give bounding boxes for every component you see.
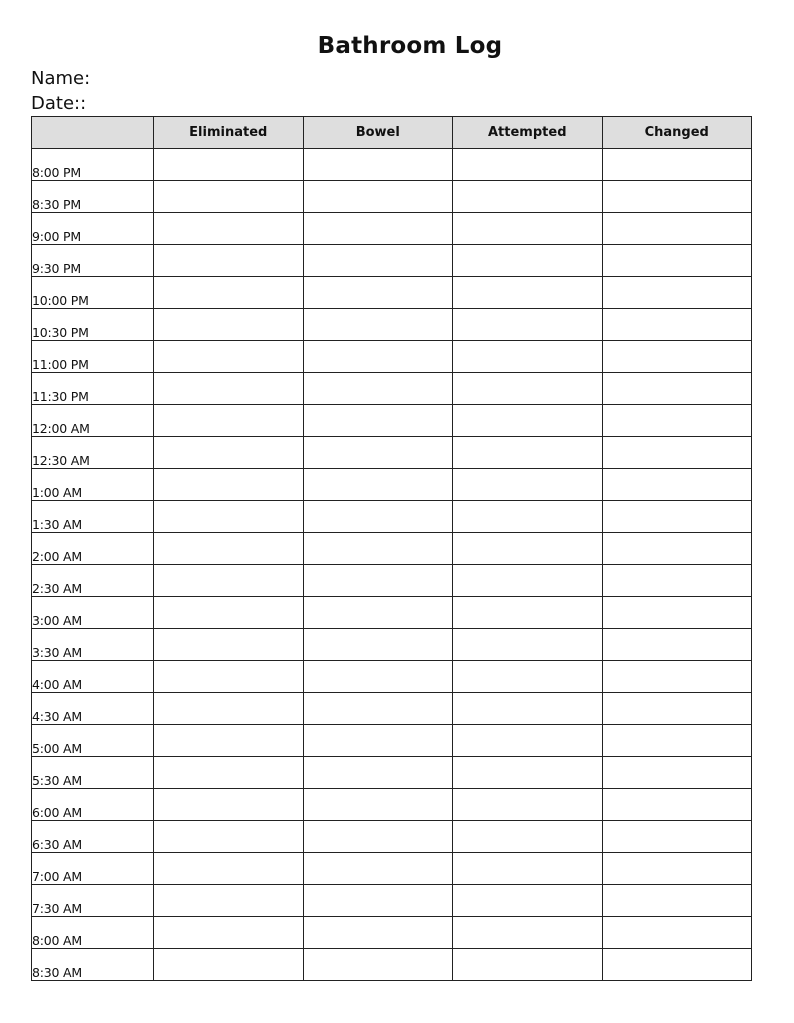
bowel-entry-cell[interactable]	[303, 661, 453, 693]
changed-entry-cell[interactable]	[602, 277, 752, 309]
bowel-entry-cell[interactable]	[303, 373, 453, 405]
bowel-entry-cell[interactable]	[303, 597, 453, 629]
bowel-entry-cell[interactable]	[303, 725, 453, 757]
changed-entry-cell[interactable]	[602, 213, 752, 245]
attempted-entry-cell[interactable]	[453, 213, 603, 245]
eliminated-entry-cell[interactable]	[154, 469, 304, 501]
table-row	[32, 405, 752, 437]
attempted-entry-cell[interactable]	[453, 533, 603, 565]
attempted-entry-cell[interactable]	[453, 597, 603, 629]
eliminated-entry-cell[interactable]	[154, 533, 304, 565]
time-cell: 5:00 AM	[32, 725, 154, 757]
bowel-entry-cell[interactable]	[303, 501, 453, 533]
changed-entry-cell[interactable]	[602, 149, 752, 181]
time-cell: 6:00 AM	[32, 789, 154, 821]
table-row	[32, 565, 752, 597]
time-cell: 8:00 AM	[32, 917, 154, 949]
attempted-entry-cell[interactable]	[453, 277, 603, 309]
eliminated-entry-cell[interactable]	[154, 661, 304, 693]
changed-entry-cell[interactable]	[602, 949, 752, 981]
attempted-entry-cell[interactable]	[453, 821, 603, 853]
bowel-entry-cell[interactable]	[303, 469, 453, 501]
table-row	[32, 501, 752, 533]
time-cell: 4:30 AM	[32, 693, 154, 725]
time-cell: 7:30 AM	[32, 885, 154, 917]
attempted-entry-cell[interactable]	[453, 789, 603, 821]
table-row	[32, 213, 752, 245]
time-cell: 8:30 AM	[32, 949, 154, 981]
time-cell: 9:30 PM	[32, 245, 154, 277]
changed-entry-cell[interactable]	[602, 565, 752, 597]
table-row	[32, 245, 752, 277]
time-cell: 3:30 AM	[32, 629, 154, 661]
changed-entry-cell[interactable]	[602, 693, 752, 725]
header-bowel: Bowel	[303, 117, 453, 149]
attempted-entry-cell[interactable]	[453, 629, 603, 661]
attempted-entry-cell[interactable]	[453, 341, 603, 373]
time-cell: 1:30 AM	[32, 501, 154, 533]
header-eliminated: Eliminated	[154, 117, 304, 149]
attempted-entry-cell[interactable]	[453, 693, 603, 725]
attempted-entry-cell[interactable]	[453, 725, 603, 757]
changed-entry-cell[interactable]	[602, 629, 752, 661]
bowel-entry-cell[interactable]	[303, 405, 453, 437]
eliminated-entry-cell[interactable]	[154, 565, 304, 597]
header-attempted: Attempted	[453, 117, 603, 149]
table-row	[32, 469, 752, 501]
time-cell: 10:30 PM	[32, 309, 154, 341]
changed-entry-cell[interactable]	[602, 405, 752, 437]
table-row	[32, 533, 752, 565]
eliminated-entry-cell[interactable]	[154, 597, 304, 629]
changed-entry-cell[interactable]	[602, 661, 752, 693]
bowel-entry-cell[interactable]	[303, 245, 453, 277]
table-row	[32, 437, 752, 469]
eliminated-entry-cell[interactable]	[154, 277, 304, 309]
time-cell: 10:00 PM	[32, 277, 154, 309]
attempted-entry-cell[interactable]	[453, 309, 603, 341]
eliminated-entry-cell[interactable]	[154, 949, 304, 981]
time-cell: 12:00 AM	[32, 405, 154, 437]
changed-entry-cell[interactable]	[602, 789, 752, 821]
bowel-entry-cell[interactable]	[303, 821, 453, 853]
table-row	[32, 853, 752, 885]
bowel-entry-cell[interactable]	[303, 213, 453, 245]
table-row	[32, 917, 752, 949]
bowel-entry-cell[interactable]	[303, 309, 453, 341]
eliminated-entry-cell[interactable]	[154, 437, 304, 469]
eliminated-entry-cell[interactable]	[154, 405, 304, 437]
changed-entry-cell[interactable]	[602, 821, 752, 853]
table-row	[32, 341, 752, 373]
table-row	[32, 757, 752, 789]
changed-entry-cell[interactable]	[602, 373, 752, 405]
attempted-entry-cell[interactable]	[453, 661, 603, 693]
eliminated-entry-cell[interactable]	[154, 149, 304, 181]
attempted-entry-cell[interactable]	[453, 373, 603, 405]
eliminated-entry-cell[interactable]	[154, 885, 304, 917]
bowel-entry-cell[interactable]	[303, 853, 453, 885]
changed-entry-cell[interactable]	[602, 853, 752, 885]
time-cell: 4:00 AM	[32, 661, 154, 693]
table-row	[32, 885, 752, 917]
changed-entry-cell[interactable]	[602, 245, 752, 277]
log-body	[32, 149, 752, 981]
header-time	[32, 117, 154, 149]
eliminated-entry-cell[interactable]	[154, 693, 304, 725]
bowel-entry-cell[interactable]	[303, 757, 453, 789]
attempted-entry-cell[interactable]	[453, 181, 603, 213]
table-row	[32, 949, 752, 981]
attempted-entry-cell[interactable]	[453, 149, 603, 181]
table-row	[32, 629, 752, 661]
table-row	[32, 149, 752, 181]
time-cell: 9:00 PM	[32, 213, 154, 245]
changed-entry-cell[interactable]	[602, 501, 752, 533]
bowel-entry-cell[interactable]	[303, 949, 453, 981]
header-changed: Changed	[602, 117, 752, 149]
time-cell: 2:00 AM	[32, 533, 154, 565]
eliminated-entry-cell[interactable]	[154, 309, 304, 341]
attempted-entry-cell[interactable]	[453, 885, 603, 917]
changed-entry-cell[interactable]	[602, 885, 752, 917]
table-row	[32, 309, 752, 341]
eliminated-entry-cell[interactable]	[154, 917, 304, 949]
time-cell: 8:00 PM	[32, 149, 154, 181]
table-row	[32, 277, 752, 309]
eliminated-entry-cell[interactable]	[154, 629, 304, 661]
eliminated-entry-cell[interactable]	[154, 245, 304, 277]
time-cell: 11:00 PM	[32, 341, 154, 373]
bowel-entry-cell[interactable]	[303, 341, 453, 373]
bowel-entry-cell[interactable]	[303, 565, 453, 597]
changed-entry-cell[interactable]	[602, 181, 752, 213]
bowel-entry-cell[interactable]	[303, 885, 453, 917]
table-row	[32, 181, 752, 213]
date-label: Date::	[31, 93, 87, 114]
attempted-entry-cell[interactable]	[453, 437, 603, 469]
eliminated-entry-cell[interactable]	[154, 373, 304, 405]
bowel-entry-cell[interactable]	[303, 693, 453, 725]
bowel-entry-cell[interactable]	[303, 277, 453, 309]
attempted-entry-cell[interactable]	[453, 565, 603, 597]
changed-entry-cell[interactable]	[602, 917, 752, 949]
time-cell: 6:30 AM	[32, 821, 154, 853]
changed-entry-cell[interactable]	[602, 437, 752, 469]
table-row	[32, 789, 752, 821]
attempted-entry-cell[interactable]	[453, 917, 603, 949]
table-row	[32, 821, 752, 853]
header-row	[32, 117, 752, 149]
changed-entry-cell[interactable]	[602, 725, 752, 757]
bathroom-log-table	[31, 116, 752, 981]
eliminated-entry-cell[interactable]	[154, 725, 304, 757]
attempted-entry-cell[interactable]	[453, 853, 603, 885]
table-row	[32, 373, 752, 405]
eliminated-entry-cell[interactable]	[154, 821, 304, 853]
changed-entry-cell[interactable]	[602, 533, 752, 565]
attempted-entry-cell[interactable]	[453, 469, 603, 501]
table-row	[32, 725, 752, 757]
eliminated-entry-cell[interactable]	[154, 757, 304, 789]
time-cell: 5:30 AM	[32, 757, 154, 789]
attempted-entry-cell[interactable]	[453, 757, 603, 789]
bowel-entry-cell[interactable]	[303, 181, 453, 213]
changed-entry-cell[interactable]	[602, 597, 752, 629]
bowel-entry-cell[interactable]	[303, 629, 453, 661]
eliminated-entry-cell[interactable]	[154, 789, 304, 821]
attempted-entry-cell[interactable]	[453, 245, 603, 277]
changed-entry-cell[interactable]	[602, 341, 752, 373]
page-title: Bathroom Log	[317, 33, 503, 59]
eliminated-entry-cell[interactable]	[154, 341, 304, 373]
table-row	[32, 597, 752, 629]
time-cell: 8:30 PM	[32, 181, 154, 213]
eliminated-entry-cell[interactable]	[154, 181, 304, 213]
attempted-entry-cell[interactable]	[453, 501, 603, 533]
time-cell: 7:00 AM	[32, 853, 154, 885]
table-row	[32, 661, 752, 693]
eliminated-entry-cell[interactable]	[154, 853, 304, 885]
bowel-entry-cell[interactable]	[303, 437, 453, 469]
time-cell: 3:00 AM	[32, 597, 154, 629]
table-row	[32, 693, 752, 725]
attempted-entry-cell[interactable]	[453, 949, 603, 981]
name-label: Name:	[31, 68, 91, 89]
time-cell: 2:30 AM	[32, 565, 154, 597]
time-cell: 11:30 PM	[32, 373, 154, 405]
time-cell: 1:00 AM	[32, 469, 154, 501]
eliminated-entry-cell[interactable]	[154, 213, 304, 245]
bowel-entry-cell[interactable]	[303, 149, 453, 181]
changed-entry-cell[interactable]	[602, 469, 752, 501]
bowel-entry-cell[interactable]	[303, 917, 453, 949]
changed-entry-cell[interactable]	[602, 309, 752, 341]
bowel-entry-cell[interactable]	[303, 789, 453, 821]
time-cell: 12:30 AM	[32, 437, 154, 469]
bowel-entry-cell[interactable]	[303, 533, 453, 565]
attempted-entry-cell[interactable]	[453, 405, 603, 437]
changed-entry-cell[interactable]	[602, 757, 752, 789]
eliminated-entry-cell[interactable]	[154, 501, 304, 533]
